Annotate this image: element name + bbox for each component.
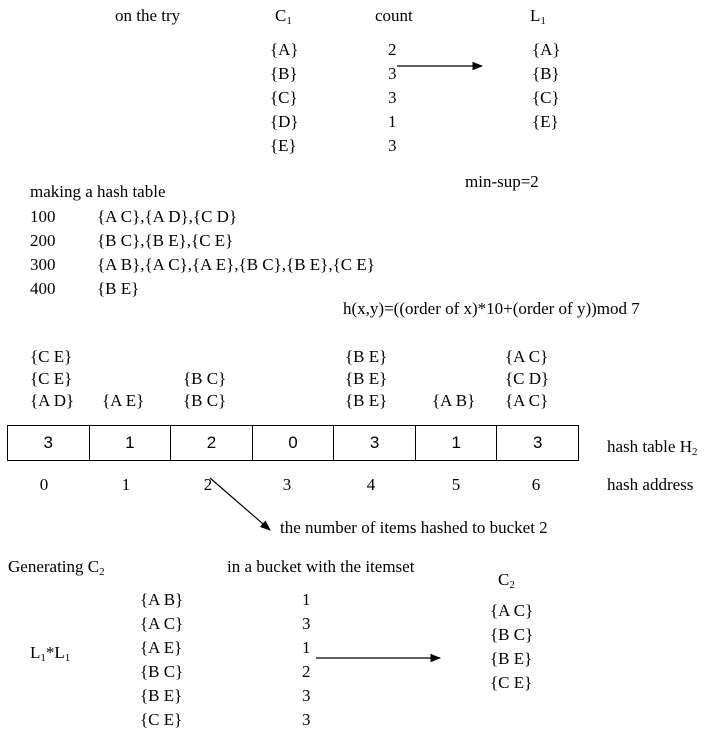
hash-table-label-main: hash table H: [607, 437, 692, 456]
c1-count: 2: [388, 40, 397, 59]
bucket-item: {B E}: [345, 347, 388, 366]
candidate-count: 3: [302, 686, 311, 705]
l1-join-a: L: [30, 643, 41, 662]
c2-heading-sub: 2: [509, 579, 515, 591]
hash-address-4: 4: [366, 475, 376, 494]
tid-200: 200: [30, 231, 56, 250]
hash-function-label: h(x,y)=((order of x)*10+(order of y))mod 7: [343, 299, 640, 318]
candidate-item: {A C}: [140, 614, 184, 633]
bucket-item: {A C}: [505, 347, 549, 366]
hash-cell-5: 1: [416, 426, 498, 460]
c1-count: 3: [388, 88, 397, 107]
hash-address-5: 5: [451, 475, 461, 494]
hash-cell-3: 0: [253, 426, 335, 460]
c1-count: 1: [388, 112, 397, 131]
l1-item: {A}: [532, 40, 561, 59]
c1-heading-sub: 1: [286, 15, 292, 27]
tid-100-pairs: {A C},{A D},{C D}: [97, 207, 238, 226]
c2-item: {B E}: [490, 649, 533, 668]
tid-200-pairs: {B C},{B E},{C E}: [97, 231, 234, 250]
tid-300-pairs: {A B},{A C},{A E},{B C},{B E},{C E}: [97, 255, 375, 274]
hash-cell-6: 3: [533, 433, 543, 452]
tid-400: 400: [30, 279, 56, 298]
l1-item: {B}: [532, 64, 560, 83]
l1-item: {E}: [532, 112, 559, 131]
hash-address-6: 6: [531, 475, 541, 494]
l1-join-mid: *L: [45, 643, 65, 662]
bucket-item: {C D}: [505, 369, 550, 388]
hash-table-label-sub: 2: [691, 446, 698, 458]
c1-item: {B}: [270, 64, 298, 83]
hash-address-2: 2: [203, 475, 213, 494]
l1-item: {C}: [532, 88, 560, 107]
generating-c2-title-text: Generating C: [8, 557, 100, 576]
c2-item: {B C}: [490, 625, 534, 644]
bucket-2-arrow: [210, 478, 270, 530]
c1-item: {D}: [270, 112, 299, 131]
generating-c2-title-sub: 2: [99, 566, 105, 578]
bucket-itemset-label: in a bucket with the itemset: [227, 557, 415, 576]
c2-item: {A C}: [490, 601, 534, 620]
candidate-item: {B C}: [140, 662, 184, 681]
hash-cell-0: 3: [8, 426, 90, 460]
hash-cell-4: 3: [334, 426, 416, 460]
bucket-item: {B E}: [345, 369, 388, 388]
tid-300: 300: [30, 255, 56, 274]
candidate-item: {A B}: [140, 590, 184, 609]
bucket-item: {A E}: [102, 391, 145, 410]
l1-heading-letter: L: [530, 6, 541, 25]
min-sup-label: min-sup=2: [465, 172, 539, 191]
hash-address-label: hash address: [607, 475, 694, 494]
hash-address-1: 1: [121, 475, 131, 494]
l1-join-sub2: 1: [64, 652, 71, 664]
on-the-try-heading: on the try: [115, 6, 181, 25]
candidate-count: 3: [302, 614, 311, 633]
bucket-item: {B E}: [345, 391, 388, 410]
c1-count: 3: [388, 136, 397, 155]
bucket-item: {A B}: [432, 391, 476, 410]
bucket-item: {B C}: [183, 369, 227, 388]
candidate-item: {B E}: [140, 686, 183, 705]
candidate-item: {A E}: [140, 638, 183, 657]
bucket-item: {C E}: [30, 347, 73, 366]
bucket-item: {B C}: [183, 391, 227, 410]
count-heading: count: [375, 6, 413, 25]
l1-join-sub1: 1: [40, 652, 46, 664]
candidate-count: 2: [302, 662, 311, 681]
candidate-count: 1: [302, 590, 311, 609]
c1-item: {C}: [270, 88, 298, 107]
c2-heading-letter: C: [498, 570, 510, 589]
bucket-item: {A C}: [505, 391, 549, 410]
candidate-item: {C E}: [140, 710, 183, 729]
c2-item: {C E}: [490, 673, 533, 692]
c1-item: {A}: [270, 40, 299, 59]
bucket-item: {C E}: [30, 369, 73, 388]
hash-address-0: 0: [39, 475, 49, 494]
c1-heading-letter: C: [275, 6, 287, 25]
hash-address-3: 3: [282, 475, 292, 494]
tid-100: 100: [30, 207, 56, 226]
c1-count: 3: [388, 64, 397, 83]
l1-heading-sub: 1: [540, 15, 546, 27]
c1-item: {E}: [270, 136, 297, 155]
hash-cell-1: 1: [90, 426, 172, 460]
candidate-count: 1: [302, 638, 311, 657]
candidate-count: 3: [302, 710, 311, 729]
hash-cell-2: 2: [171, 426, 253, 460]
bucket-annotation: the number of items hashed to bucket 2: [280, 518, 548, 537]
tid-400-pairs: {B E}: [97, 279, 140, 298]
making-hash-table-title: making a hash table: [30, 182, 166, 201]
bucket-item: {A D}: [30, 391, 75, 410]
